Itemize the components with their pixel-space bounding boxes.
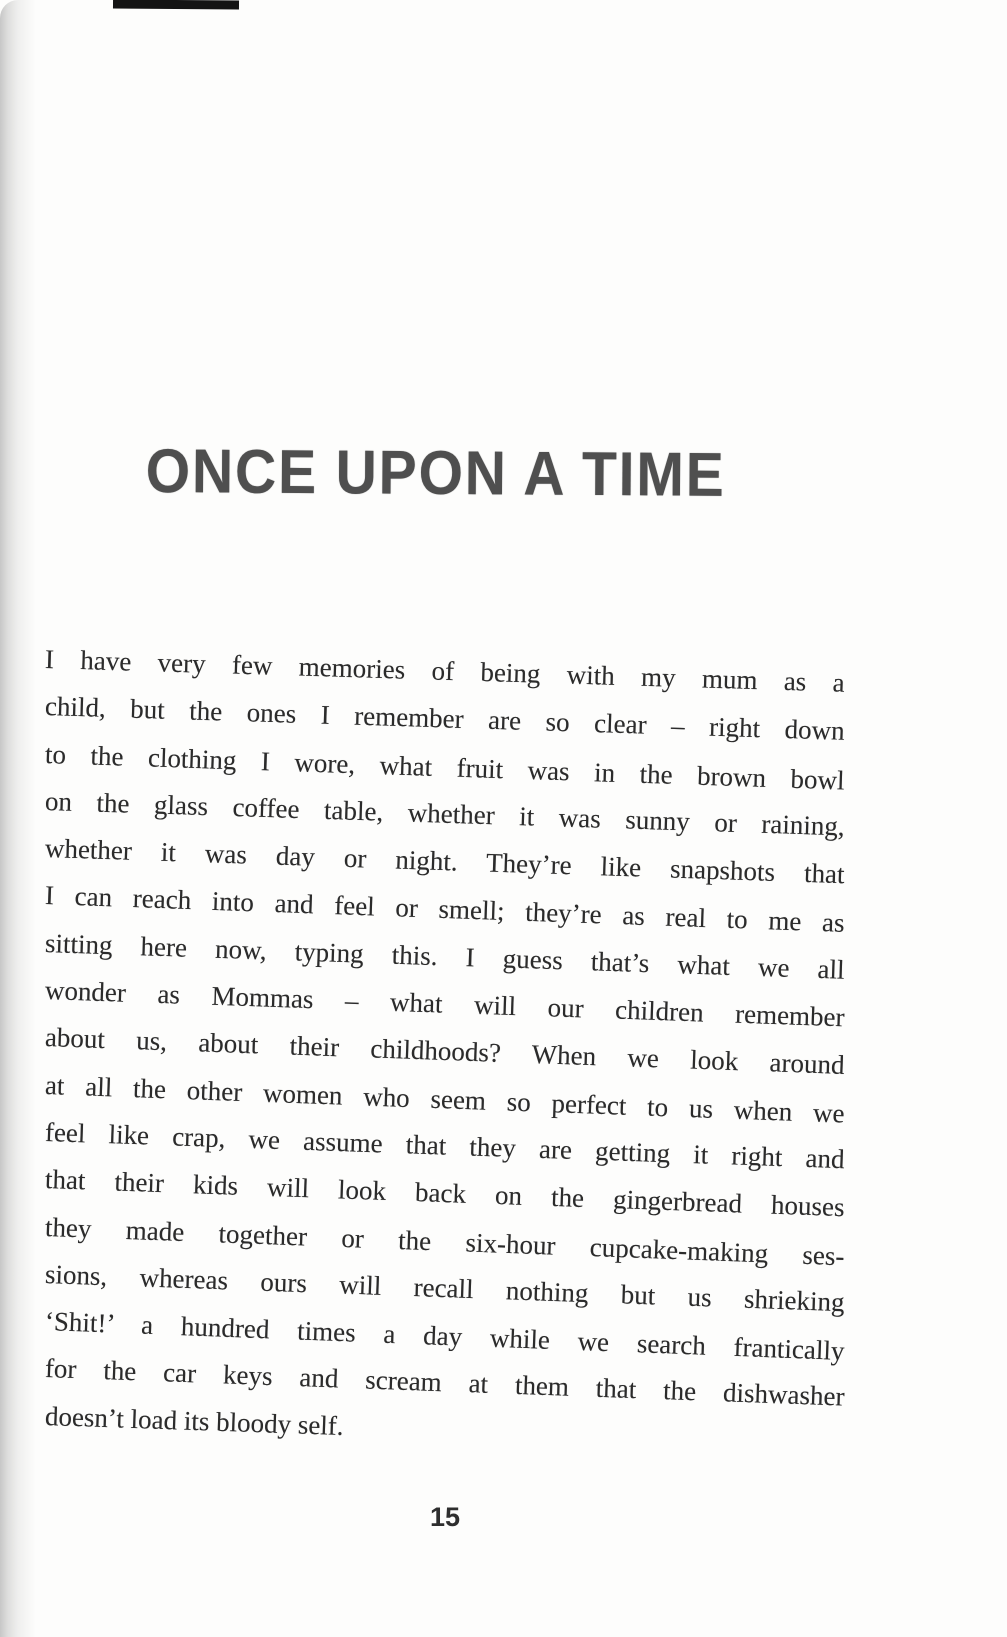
chapter-title: ONCE UPON A TIME <box>145 436 726 510</box>
text-line: feel like crap, we assume that they are getting it right and <box>44 1116 846 1175</box>
text-line: I can reach into and feel or smell; they’re as real to me as <box>44 880 846 939</box>
body-text <box>45 636 845 1440</box>
text-line: wonder as Mommas – what will our children remember <box>44 975 846 1033</box>
text-line: to the clothing I wore, what fruit was in the brown bowl <box>44 738 846 796</box>
text-line: whether it was day or night. They’re like snapshots that <box>44 833 846 890</box>
text-line: child, but the ones I remember are so clear – right down <box>44 691 846 747</box>
text-line: they made together or the six-hour cupcake-making ses- <box>44 1211 846 1271</box>
text-line: sitting here now, typing this. I guess that’s what we all <box>44 927 846 985</box>
text-line: at all the other women who seem so perfect to us when we <box>44 1069 846 1129</box>
page-number: 15 <box>429 1502 461 1532</box>
text-line: doesn’t load its bloody self. <box>44 1400 345 1441</box>
text-line: about us, about their childhoods? When we look around <box>44 1022 846 1081</box>
text-line: ‘Shit!’ a hundred times a day while we search frantically <box>44 1306 846 1367</box>
text-line: for the car keys and scream at them that the dishwasher <box>44 1353 846 1413</box>
text-line: on the glass coffee table, whether it was sunny or raining, <box>44 785 846 842</box>
scan-artifact-bar <box>113 0 239 9</box>
text-line: I have very few memories of being with my mum as a <box>44 644 846 698</box>
page-spine-shadow <box>0 0 36 1637</box>
text-line: that their kids will look back on the gingerbread houses <box>44 1164 846 1223</box>
text-line: sions, whereas ours will recall nothing but us shrieking <box>44 1258 846 1318</box>
